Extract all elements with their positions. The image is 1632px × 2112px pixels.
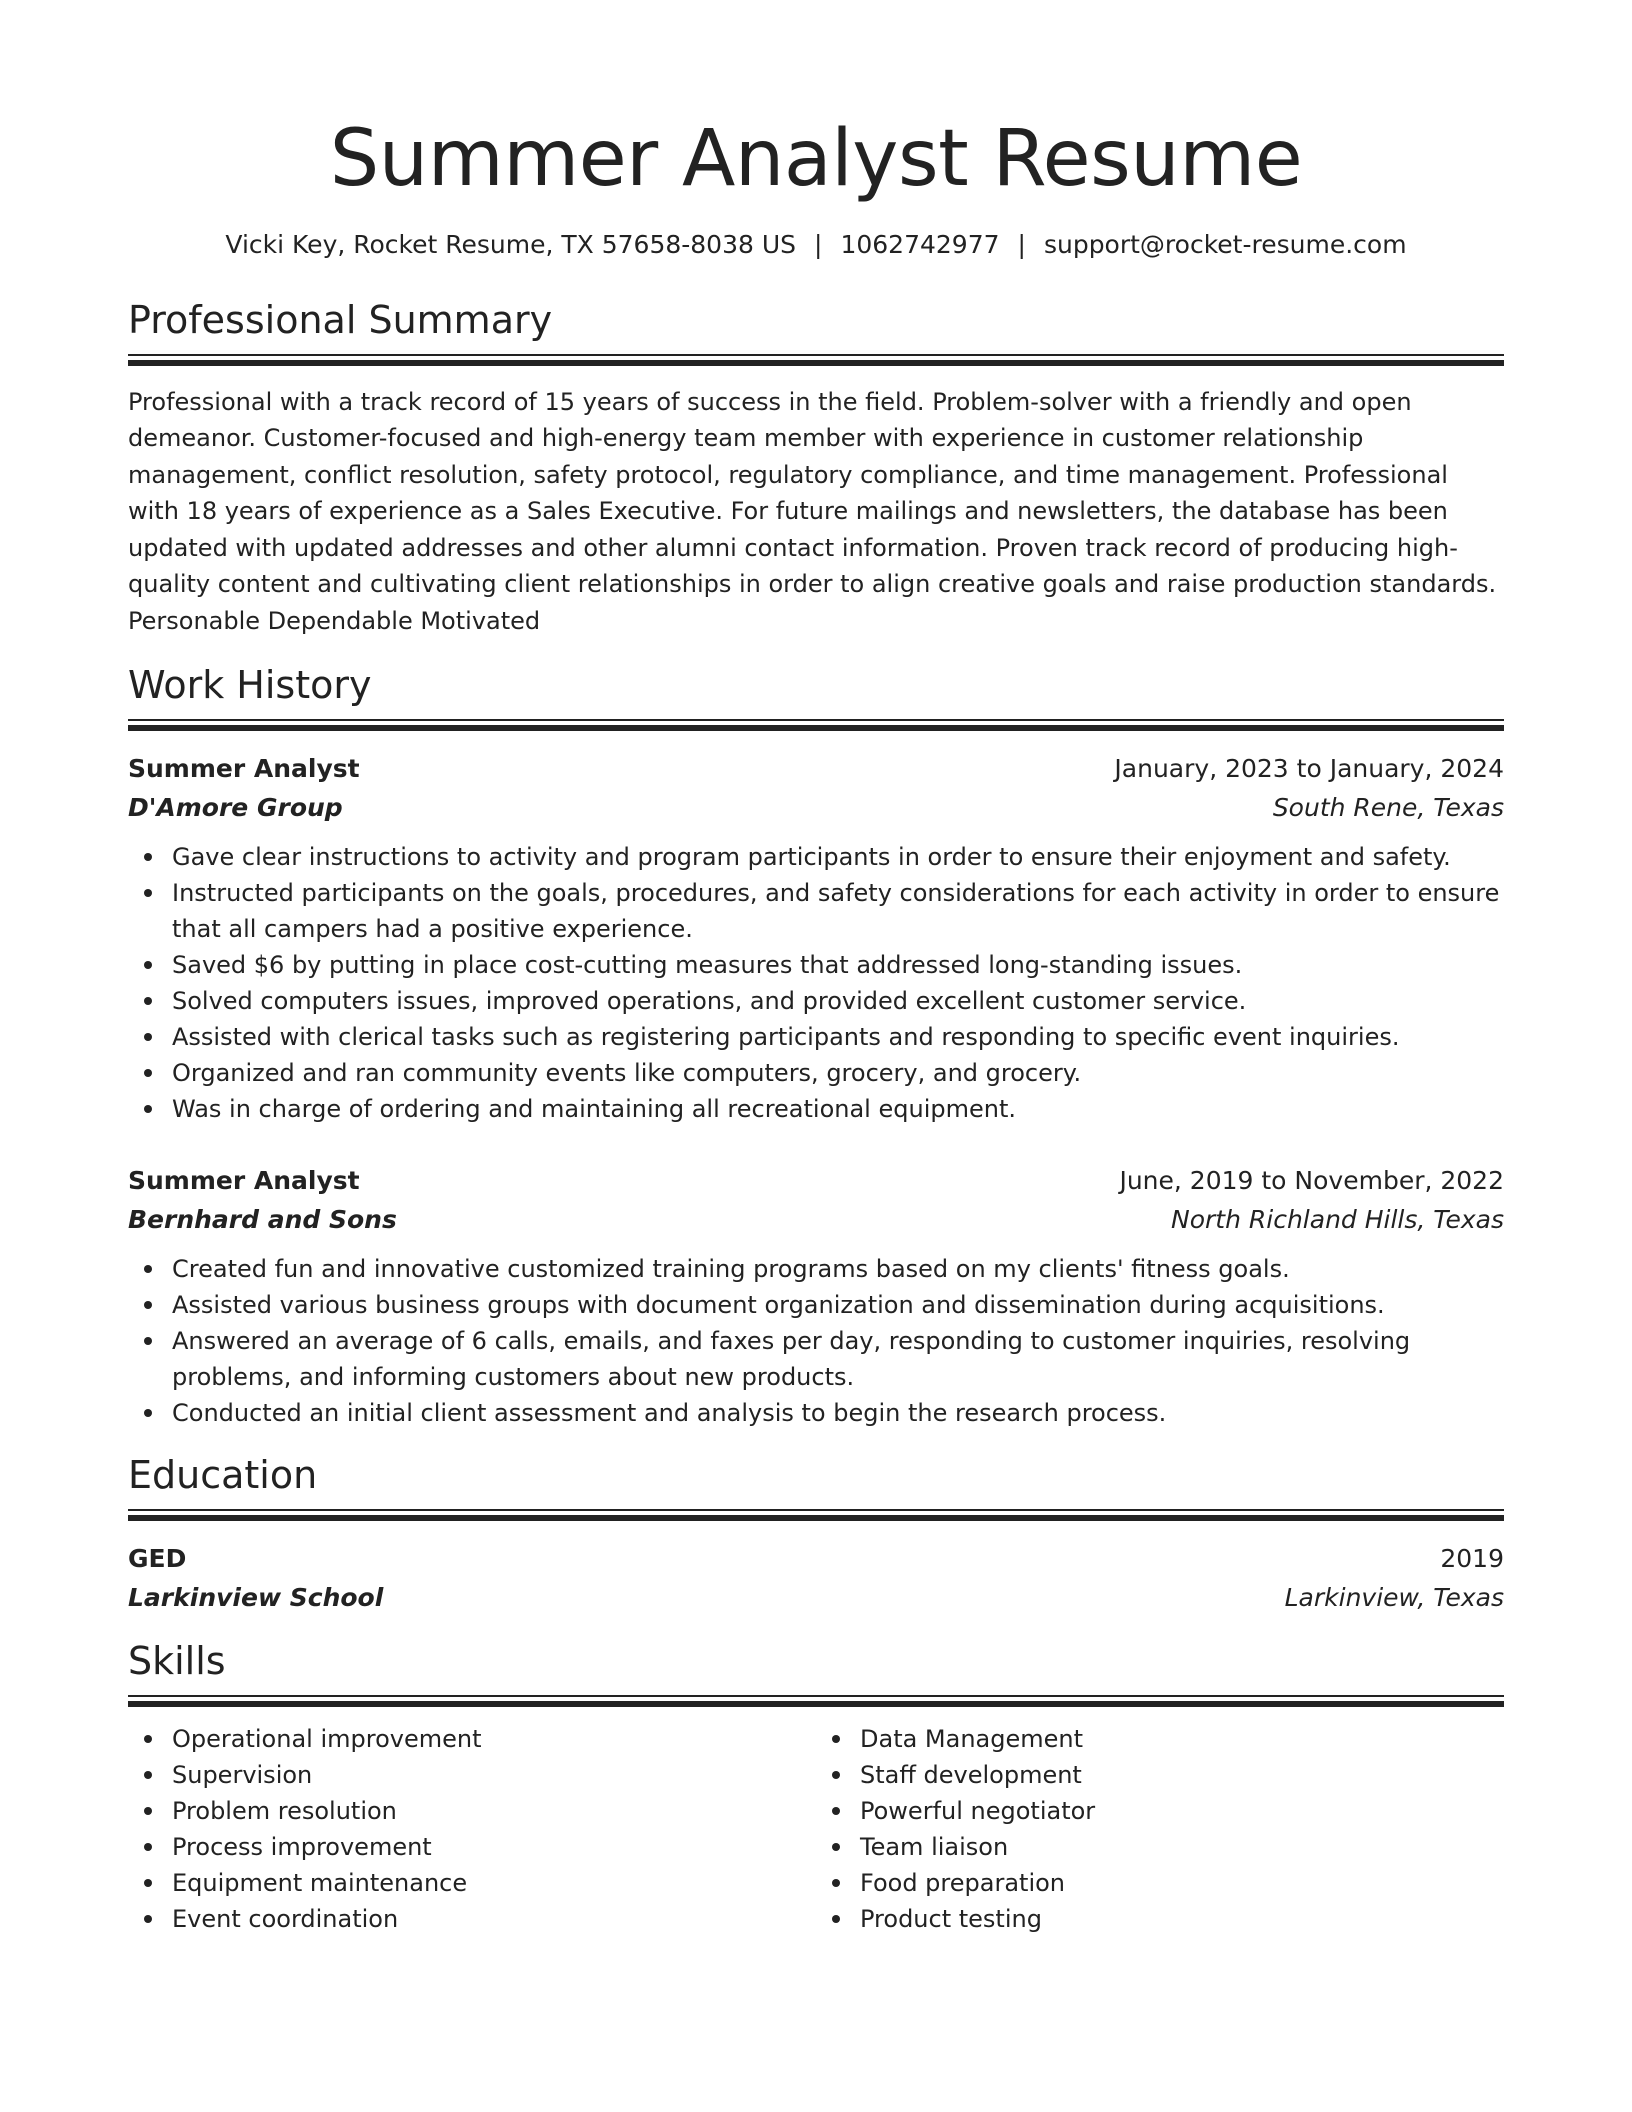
job-company: Bernhard and Sons [128,1205,397,1235]
list-item: Was in charge of ordering and maintaining all recreational equipment. [128,1091,1504,1127]
skills-grid [128,1721,1504,1937]
skill-item: Event coordination [128,1901,816,1937]
job-bullet-list [128,839,1504,1127]
skills-list-left [128,1721,816,1937]
list-item: Conducted an initial client assessment and analysis to begin the research process. [128,1395,1504,1431]
skill-item: Product testing [816,1901,1504,1937]
list-item: Assisted with clerical tasks such as registering participants and responding to specific event inquiries. [128,1019,1504,1055]
skill-item: Problem resolution [128,1793,816,1829]
contact-separator: | [814,230,823,259]
job-title: Summer Analyst [128,754,360,784]
list-item: Created fun and innovative customized training programs based on my clients' fitness goals. [128,1251,1504,1287]
education-school: Larkinview School [128,1582,384,1612]
contact-phone: 1062742977 [840,230,1000,259]
section-divider [128,719,1504,731]
education-location: Larkinview, Texas [1284,1582,1504,1612]
skill-item: Team liaison [816,1829,1504,1865]
job-entry [128,749,1504,1127]
skill-item: Staff development [816,1757,1504,1793]
skills-heading: Skills [128,1638,226,1683]
job-dates: June, 2019 to November, 2022 [1119,1166,1504,1196]
page-title: Summer Analyst Resume [329,114,1303,204]
contact-separator: | [1017,230,1026,259]
job-company-row [128,1200,1504,1239]
skill-item: Supervision [128,1757,816,1793]
contact-email[interactable]: support@rocket-resume.com [1043,230,1407,259]
job-header-row [128,1161,1504,1200]
list-item: Answered an average of 6 calls, emails, and faxes per day, responding to customer inquiries, resolving problems, and informing customers about new products. [128,1323,1504,1395]
education-year: 2019 [1440,1543,1504,1573]
list-item: Solved computers issues, improved operations, and provided excellent customer service. [128,983,1504,1019]
section-divider [128,354,1504,366]
job-company: D'Amore Group [128,793,343,823]
work-history-heading: Work History [128,663,372,708]
contact-line [128,230,1504,260]
list-item: Organized and ran community events like computers, grocery, and grocery. [128,1055,1504,1091]
job-company-row [128,788,1504,827]
job-location: South Rene, Texas [1272,793,1504,823]
list-item: Gave clear instructions to activity and program participants in order to ensure their enjoyment and safety. [128,839,1504,875]
job-location: North Richland Hills, Texas [1171,1205,1504,1235]
skills-list-right [816,1721,1504,1937]
work-history-section [128,665,1504,1431]
skill-item: Data Management [816,1721,1504,1757]
skill-item: Process improvement [128,1829,816,1865]
education-degree: GED [128,1543,187,1573]
skills-section [128,1638,1504,1937]
section-divider [128,1695,1504,1707]
list-item: Instructed participants on the goals, procedures, and safety considerations for each activity in order to ensure that all campers had a positive experience. [128,875,1504,947]
job-bullet-list [128,1251,1504,1431]
summary-heading: Professional Summary [128,298,553,342]
job-header-row [128,749,1504,788]
education-section [128,1455,1504,1617]
job-title: Summer Analyst [128,1166,360,1196]
section-divider [128,1509,1504,1521]
summary-section [128,300,1504,639]
list-item: Saved $6 by putting in place cost-cutting measures that addressed long-standing issues. [128,947,1504,983]
skill-item: Powerful negotiator [816,1793,1504,1829]
summary-text: Professional with a track record of 15 years of success in the field. Problem-solver with a friendly and open demeanor. Customer-focused and high-energy team member with experience in customer relationship management, conflict resolution, safety protocol, regulatory compliance, and time management. Professional with 18 years of experience as a Sales Executive. For future mailings and newsletters, the database has been updated with updated addresses and other alumni contact information. Proven track record of producing high-quality content and cultivating client relationships in order to align creative goals and raise production standards. Personable Dependable Motivated [128,387,1497,635]
list-item: Assisted various business groups with document organization and dissemination during acquisitions. [128,1287,1504,1323]
education-school-row [128,1578,1504,1617]
education-header-row [128,1539,1504,1578]
skill-item: Operational improvement [128,1721,816,1757]
job-entry [128,1161,1504,1431]
job-dates: January, 2023 to January, 2024 [1114,754,1504,784]
education-entry [128,1539,1504,1617]
skill-item: Equipment maintenance [128,1865,816,1901]
contact-address: Vicki Key, Rocket Resume, TX 57658-8038 US [225,230,797,259]
skill-item: Food preparation [816,1865,1504,1901]
education-heading: Education [128,1453,318,1498]
